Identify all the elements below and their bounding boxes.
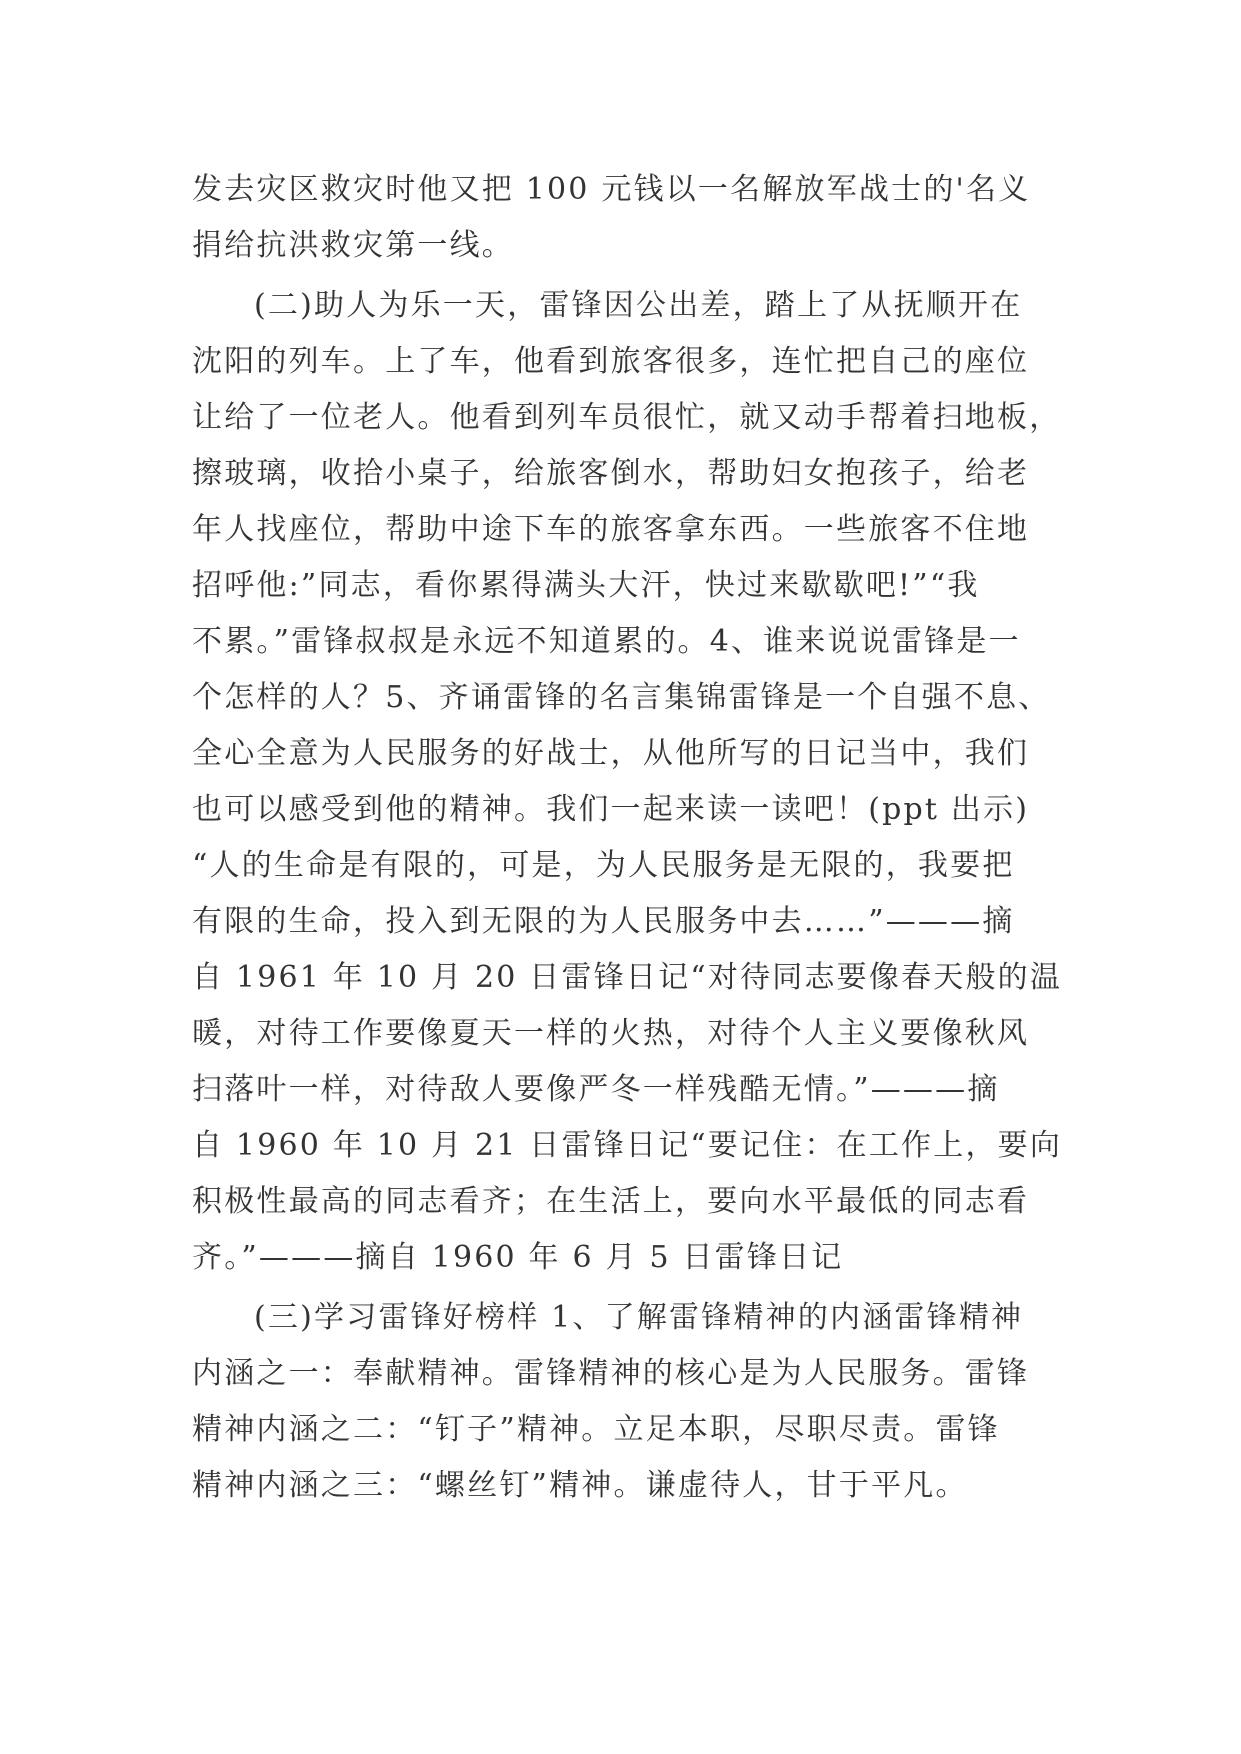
- text-line: 扫落叶一样，对待敌人要像严冬一样残酷无情。”———摘: [192, 1072, 1000, 1107]
- text-line: 招呼他:”同志，看你累得满头大汗，快过来歇歇吧!”“我: [192, 568, 980, 603]
- text-line: 年人找座位，帮助中途下车的旅客拿东西。一些旅客不住地: [192, 512, 1030, 547]
- text-line: 也可以感受到他的精神。我们一起来读一读吧！(ppt 出示): [192, 792, 1030, 827]
- text-line: 自 1960 年 10 月 21 日雷锋日记“要记住：在工作上，要向: [192, 1128, 1063, 1163]
- text-line: (二)助人为乐一天，雷锋因公出差，踏上了从抚顺开在: [254, 288, 1023, 323]
- text-line: 沈阳的列车。上了车，他看到旅客很多，连忙把自己的座位: [192, 344, 1030, 379]
- text-line: 积极性最高的同志看齐；在生活上，要向水平最低的同志看: [192, 1184, 1030, 1219]
- paragraph-2: [192, 278, 1063, 1286]
- text-line: 精神内涵之三：“螺丝钉”精神。谦虚待人，甘于平凡。: [192, 1468, 968, 1503]
- text-line: 发去灾区救灾时他又把 100 元钱以一名解放军战士的'名义: [192, 172, 1031, 207]
- text-line: “人的生命是有限的，可是，为人民服务是无限的，我要把: [192, 848, 1015, 883]
- text-line: 自 1961 年 10 月 20 日雷锋日记“对待同志要像春天般的温: [192, 960, 1063, 995]
- paragraph-3: [192, 1290, 1054, 1514]
- text-line: 擦玻璃，收拾小桌子，给旅客倒水，帮助妇女抱孩子，给老: [192, 456, 1030, 491]
- text-line: 全心全意为人民服务的好战士，从他所写的日记当中，我们: [192, 736, 1030, 771]
- text-line: 有限的生命，投入到无限的为人民服务中去……”———摘: [192, 904, 1015, 939]
- text-line: 个怎样的人？5、齐诵雷锋的名言集锦雷锋是一个自强不息、: [192, 680, 1051, 715]
- text-line: 齐。”———摘自 1960 年 6 月 5 日雷锋日记: [192, 1240, 844, 1275]
- text-line: 精神内涵之二：“钉子”精神。立足本职，尽职尽责。雷锋: [192, 1412, 1000, 1447]
- text-line: 捐给抗洪救灾第一线。: [192, 228, 514, 263]
- document-body: [192, 162, 1063, 1514]
- text-line: 内涵之一：奉献精神。雷锋精神的核心是为人民服务。雷锋: [192, 1356, 1030, 1391]
- text-line: 不累。”雷锋叔叔是永远不知道累的。4、谁来说说雷锋是一: [192, 624, 1021, 659]
- paragraph-1: [192, 162, 1054, 274]
- text-line: (三)学习雷锋好榜样 1、了解雷锋精神的内涵雷锋精神: [254, 1300, 1024, 1335]
- text-line: 让给了一位老人。他看到列车员很忙，就又动手帮着扫地板，: [192, 400, 1062, 435]
- text-line: 暖，对待工作要像夏天一样的火热，对待个人主义要像秋风: [192, 1016, 1030, 1051]
